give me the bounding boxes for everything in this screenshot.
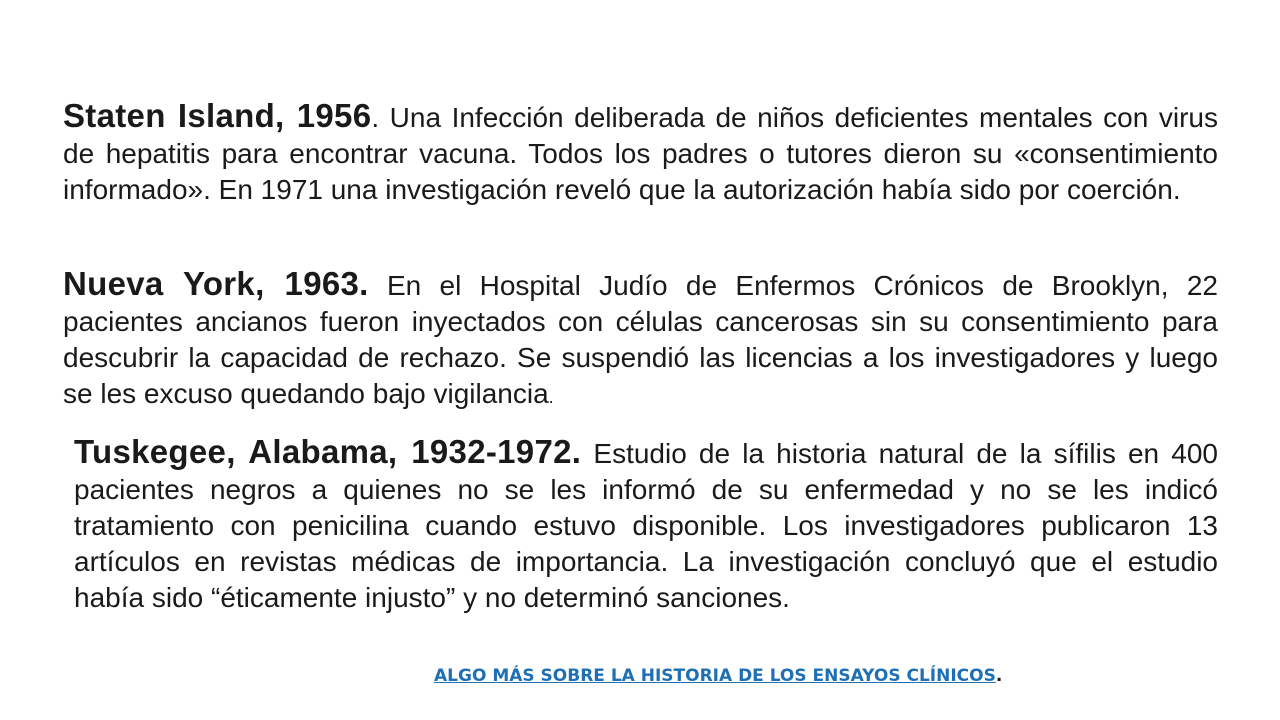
paragraph-body: En el Hospital Judío de Enfermos Crónicos de Brooklyn, 22 pacientes ancianos fueron inyectados con células cancerosas sin su consentimiento para descubrir la capacidad de rechazo. Se suspendió las licencias a los investigadores y luego se les excuso quedando bajo vigilancia — [63, 270, 1218, 409]
more-info-line — [434, 664, 1002, 688]
paragraph-body: Una Infección deliberada de niños deficientes mentales con virus de hepatitis para encontrar vacuna. Todos los padres o tutores dieron su «consentimiento informado». En 1971 una investigación reveló que la autorización había sido por coerción. — [63, 102, 1218, 205]
paragraph-tuskegee — [74, 434, 1218, 616]
clinical-trials-history-link[interactable]: ALGO MÁS SOBRE LA HISTORIA DE LOS ENSAYOS CLÍNICOS — [434, 666, 996, 686]
paragraph-nueva-york — [63, 266, 1218, 415]
heading-punctuation: . — [371, 102, 380, 133]
paragraph-body: Estudio de la historia natural de la sífilis en 400 pacientes negros a quienes no se les informó de su enfermedad y no se les indicó tratamiento con penicilina cuando estuvo disponible. Los investigadores publicaron 13 artículos en revistas médicas de importancia. La investigación concluyó que el estudio había sido “éticamente injusto” y no determinó sanciones. — [74, 438, 1218, 613]
paragraph-heading: Tuskegee, Alabama, 1932-1972. — [74, 433, 582, 470]
paragraph-heading: Nueva York, 1963. — [63, 265, 369, 302]
paragraph-heading: Staten Island, 1956 — [63, 97, 372, 134]
paragraph-staten-island — [63, 98, 1218, 208]
link-end-punctuation: . — [995, 666, 1003, 686]
paragraph-end-punctuation: . — [548, 387, 554, 407]
